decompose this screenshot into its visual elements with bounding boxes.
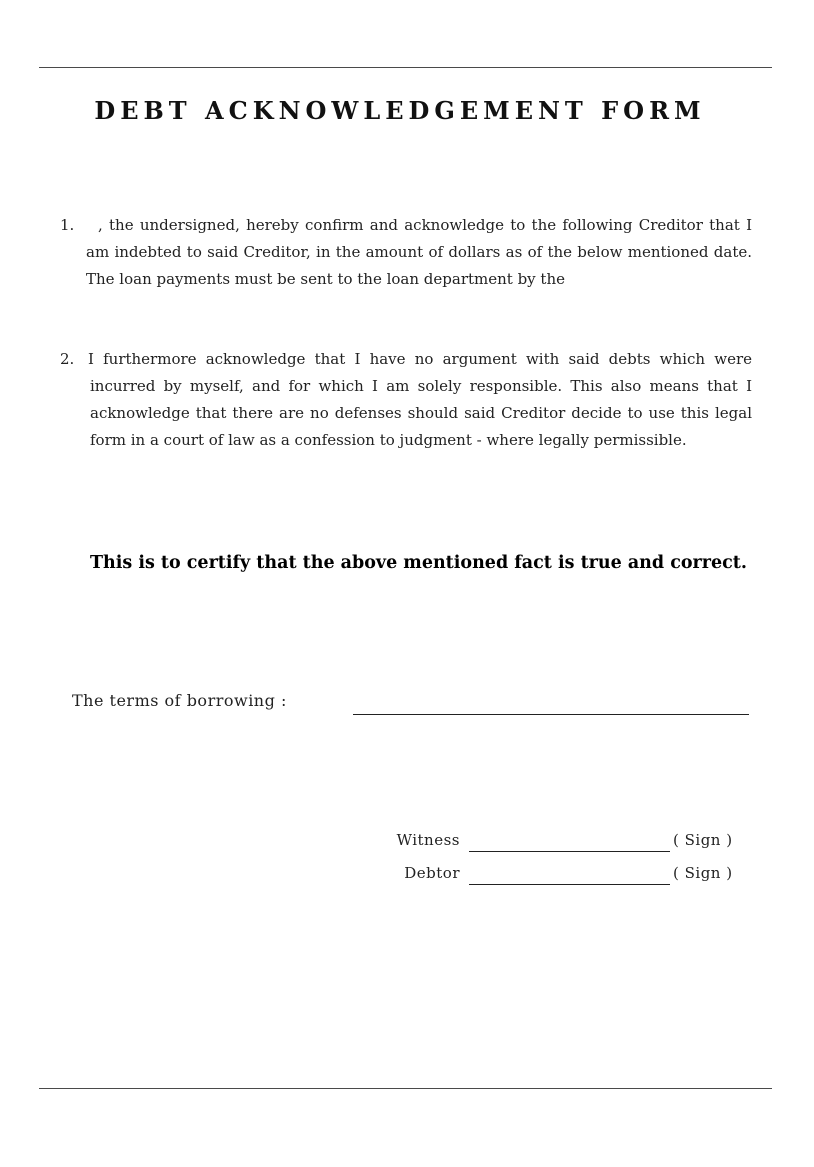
terms-of-borrowing-label: The terms of borrowing : [72,691,287,710]
debtor-sign-hint: ( Sign ) [673,864,733,882]
witness-signature-row [380,831,760,855]
clause-1 [60,212,752,293]
debtor-label: Debtor [404,864,460,882]
bottom-divider [39,1088,772,1089]
clause-text: , the undersigned, hereby confirm and acknowledge to the following Creditor that I am indebted to said Creditor, in the amount of dollars as of the below mentioned date. The loan payments must be sent to the loan department by the [86,216,752,288]
top-divider [39,67,772,68]
terms-of-borrowing-field[interactable] [353,714,749,715]
clause-text: I furthermore acknowledge that I have no argument with said debts which were incurred by myself, and for which I am solely responsible. This also means that I acknowledge that there are no defenses should said Creditor decide to use this legal form in a court of law as a confession to judgment - where legally permissible. [88,350,752,449]
clause-number: 2. [60,350,75,368]
witness-label: Witness [396,831,460,849]
certification-statement: This is to certify that the above mentioned fact is true and correct. [90,553,747,573]
witness-sign-hint: ( Sign ) [673,831,733,849]
clause-number: 1. [60,216,75,234]
debtor-signature-field[interactable] [469,884,670,885]
form-title: DEBT ACKNOWLEDGEMENT FORM [94,96,706,125]
debtor-signature-row [380,864,760,888]
witness-signature-field[interactable] [469,851,670,852]
clause-2 [60,346,752,454]
